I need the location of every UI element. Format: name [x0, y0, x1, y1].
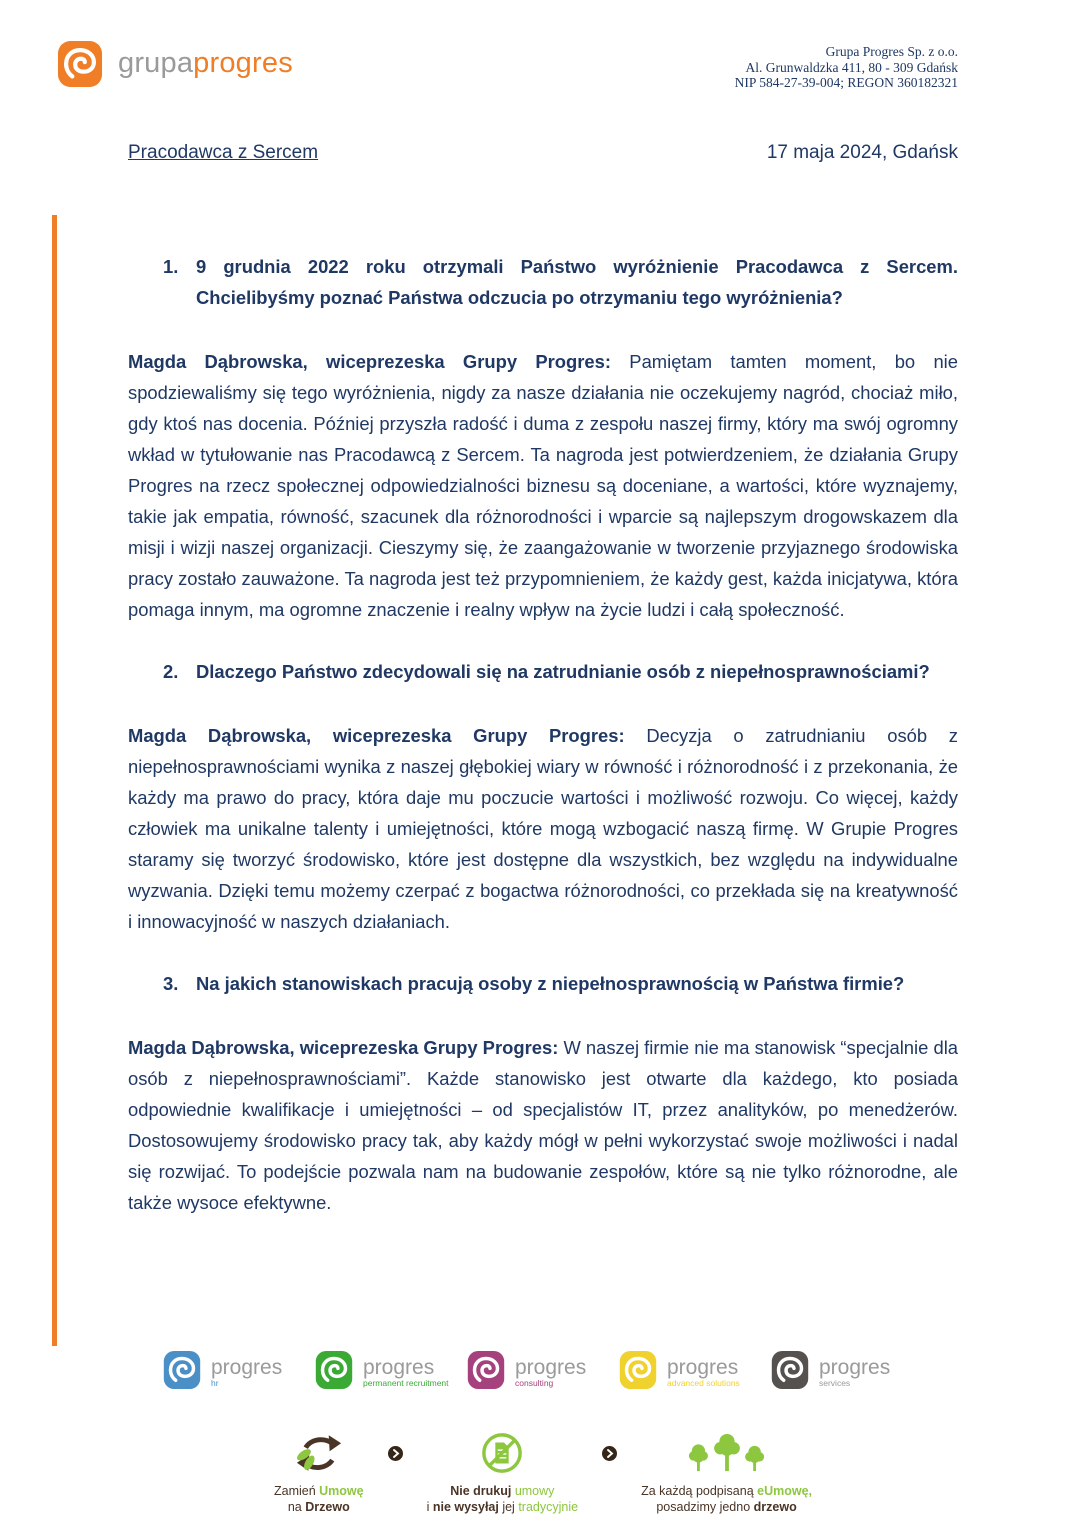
brand-name: progres: [363, 1356, 435, 1379]
brand-subtitle: permanent recruitment: [363, 1378, 449, 1388]
date-location: 17 maja 2024, Gdańsk: [766, 142, 958, 163]
question-3: [128, 968, 958, 999]
logo-wordmark: grupaprogres: [118, 47, 293, 79]
brand-name: progres: [667, 1356, 739, 1379]
eco-caption-3: Za każdą podpisaną eUmowę, posadzimy jedno drzewo: [641, 1484, 813, 1514]
eco-item-no-print: [427, 1430, 578, 1515]
company-address: Al. Grunwaldzka 411, 80 - 309 Gdańsk: [745, 59, 958, 75]
answer-3-speaker: Magda Dąbrowska, wiceprezeska Grupy Progres:: [128, 1037, 564, 1058]
brand-progres-consulting: [467, 1349, 619, 1396]
answer-2-speaker: Magda Dąbrowska, wiceprezeska Grupy Progres:: [128, 725, 647, 746]
progres-permanent-recruitment-icon: [315, 1349, 353, 1396]
page-title: Pracodawca z Sercem: [128, 142, 319, 163]
three-trees-icon: [687, 1430, 767, 1476]
question-2-text: Dlaczego Państwo zdecydowali się na zatrudnianie osób z niepełnosprawnościami?: [196, 661, 930, 682]
answer-2-text: Decyzja o zatrudnianiu osób z niepełnosprawnościami wynika z naszej głębokiej wiary w równość i różnorodność i z przekonania, że każdy ma prawo do pracy, która daje mu poczucie wartości i możliwość rozwoju. Co więcej, każdy człowiek ma unikalne talenty i umiejętności, które mogą wzbogacić naszą firmę. W Grupie Progres staramy się tworzyć środowisko, które jest dostępne dla wszystkich, bez względu na indywidualne wyzwania. Dzięki temu możemy czerpać z bogactwa różnorodności, co przekłada się na kreatywność i innowacyjność w naszych działaniach.: [128, 725, 958, 932]
question-1-text: 9 grudnia 2022 roku otrzymali Państwo wyróżnienie Pracodawca z Sercem. Chcielibyśmy poznać Państwa odczucia po otrzymaniu tego wyróżnienia?: [196, 256, 958, 308]
question-3-number: 3.: [163, 973, 179, 994]
company-tax-ids: NIP 584-27-39-004; REGON 360182321: [734, 75, 958, 90]
brand-name: progres: [515, 1356, 587, 1379]
chevron-right-icon: [602, 1446, 617, 1466]
brand-logos-row: [0, 1349, 1086, 1396]
no-print-document-icon: [481, 1430, 523, 1476]
answer-3-text: W naszej firmie nie ma stanowisk “specjalnie dla osób z niepełnosprawnościami”. Każde stanowisko jest otwarte dla każdego, kto posiada odpowiednie kwalifikacje i umiejętności – od specjalistów IT, przez analityków, po menedżerów. Dostosowujemy środowisko pracy tak, aby każdy mógł w pełni wykorzystać swoje możliwości i nadal się rozwijać. To podejście pozwala nam na budowanie zespołów, które są nie tylko różnorodne, ale także wysoce efektywne.: [128, 1037, 959, 1213]
question-2: [128, 656, 958, 687]
answer-1: [128, 346, 958, 625]
progres-advanced-solutions-icon: [619, 1349, 657, 1396]
eco-item-trees: [641, 1430, 812, 1515]
brand-subtitle: hr: [211, 1378, 219, 1388]
brand-name: progres: [819, 1356, 891, 1379]
company-info: [735, 44, 958, 91]
chevron-right-icon: [388, 1446, 403, 1466]
title-row: [128, 142, 958, 164]
company-name: Grupa Progres Sp. z o.o.: [825, 44, 958, 59]
progres-consulting-icon: [467, 1349, 505, 1396]
eco-footer: [0, 1430, 1086, 1515]
brand-subtitle: consulting: [515, 1378, 554, 1388]
eco-item-recycle: [274, 1430, 364, 1515]
recycle-leaves-icon: [288, 1430, 350, 1476]
brand-name: progres: [211, 1356, 283, 1379]
question-3-text: Na jakich stanowiskach pracują osoby z niepełnosprawnością w Państwa firmie?: [196, 973, 905, 994]
answer-3: [128, 1032, 958, 1218]
brand-subtitle: advanced solutions: [667, 1378, 740, 1388]
progres-hr-icon: [163, 1349, 201, 1396]
question-1-number: 1.: [163, 256, 179, 277]
brand-progres-services: [771, 1349, 923, 1396]
question-1: [128, 251, 958, 313]
answer-1-text: Pamiętam tamten moment, bo nie spodziewaliśmy się tego wyróżnienia, nigdy za nasze działania nie oczekujemy nagród, chociaż miło, gdy ktoś nas docenia. Później przyszła radość i duma z zespołu naszej firmy, który ma swój ogromny wkład w tytułowanie nas Pracodawcą z Sercem. Ta nagroda jest potwierdzeniem, że działania Grupy Progres na rzecz społecznej odpowiedzialności biznesu są doceniane, a wartości, które wyznajemy, takie jak empatia, równość, szacunek dla różnorodności i wparcie są najlepszym drogowskazem dla misji i wizji naszej organizacji. Cieszymy się, że zaangażowanie w tworzenie przyjaznego środowiska pracy zostało zauważone. Ta nagroda jest też przypomnieniem, że każdy gest, każda inicjatywa, która pomaga innym, ma ogromne znaczenie i realny wpływ na życie ludzi i całą społeczność.: [128, 351, 958, 620]
grupa-progres-logo-icon: [57, 40, 103, 93]
answer-1-speaker: Magda Dąbrowska, wiceprezeska Grupy Progres:: [128, 351, 630, 372]
brand-progres-advanced-solutions: [619, 1349, 771, 1396]
brand-progres-hr: [163, 1349, 315, 1396]
answer-2: [128, 720, 958, 937]
eco-caption-2: Nie drukuj umowy i nie wysyłaj jej tradycyjnie: [426, 1484, 579, 1514]
interview-content: [128, 251, 958, 1249]
accent-bar: [52, 215, 57, 1346]
eco-caption-1: Zamień Umowę na Drzewo: [273, 1484, 364, 1514]
grupa-progres-logo: [57, 40, 293, 93]
progres-services-icon: [771, 1349, 809, 1396]
brand-progres-permanent-recruitment: [315, 1349, 467, 1396]
brand-subtitle: services: [819, 1378, 851, 1388]
question-2-number: 2.: [163, 661, 179, 682]
